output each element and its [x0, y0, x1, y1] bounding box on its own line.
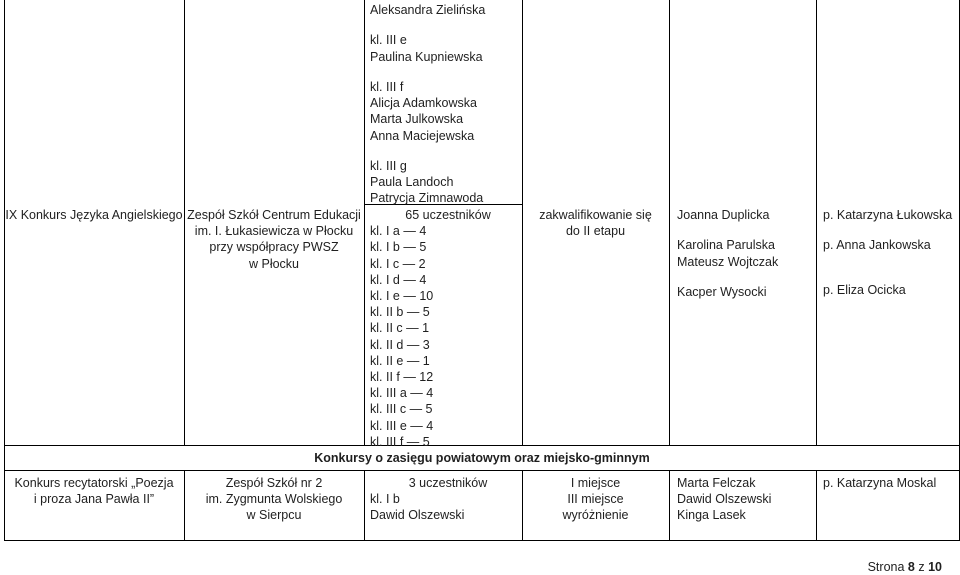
section-header: Konkursy o zasięgu powiatowym oraz miejsko-gminnym — [314, 451, 650, 465]
class-count: kl. I e — 10 — [370, 289, 434, 304]
page-total: 10 — [928, 560, 942, 574]
student-name: Marta Felczak — [677, 476, 756, 490]
col-divider-5 — [816, 0, 817, 445]
teacher-name: p. Katarzyna Łukowska — [823, 208, 953, 222]
participant-line: Paula Landoch — [370, 175, 454, 190]
continued-participants — [370, 2, 520, 207]
class-count: kl. III c — 5 — [370, 402, 433, 417]
participant-line: kl. III e — [370, 33, 407, 48]
col2-divider-5 — [816, 470, 817, 541]
result: I miejsce III miejsce wyróżnienie — [562, 476, 629, 523]
teachers — [823, 207, 958, 298]
class-count: kl. I c — 2 — [370, 256, 426, 271]
col-divider-2 — [364, 0, 365, 445]
participant-line: Anna Maciejewska — [370, 128, 475, 143]
class-count: kl. II d — 3 — [370, 337, 430, 352]
participants-summary — [370, 475, 520, 524]
class-count: kl. II b — 5 — [370, 305, 430, 320]
participant-line: Alicja Adamkowska — [370, 96, 477, 111]
student-name: Joanna Duplicka — [677, 208, 770, 222]
class-count: kl. II e — 1 — [370, 353, 430, 368]
participant-line: Patrycja Zimnawoda — [370, 191, 484, 206]
class-count: kl. I a — 4 — [370, 224, 427, 239]
teachers — [823, 475, 958, 491]
page-footer — [868, 560, 942, 574]
participants-count: 65 uczestników — [405, 208, 491, 222]
student-name: Dawid Olszewski — [370, 508, 465, 523]
teacher-name: p. Katarzyna Moskal — [823, 476, 937, 490]
class-count: kl. I d — 4 — [370, 272, 427, 287]
teacher-name: p. Eliza Ocicka — [823, 282, 906, 297]
student-name: Karolina Parulska — [677, 238, 775, 253]
col-divider-4 — [669, 0, 670, 445]
col2-divider-4 — [669, 470, 670, 541]
page-label: Strona — [867, 560, 905, 574]
participants-count: 3 uczestników — [408, 476, 488, 490]
participant-line: Marta Julkowska — [370, 112, 464, 127]
col2-divider-2 — [364, 470, 365, 541]
participant-line: kl. III f — [370, 79, 404, 94]
class-count: kl. III a — 4 — [370, 386, 434, 401]
student-name: Dawid Olszewski — [677, 492, 772, 507]
class-count: kl. I b — 5 — [370, 240, 427, 255]
competition-name: IX Konkurs Języka Angielskiego — [5, 208, 183, 222]
table-bottom-border — [4, 540, 960, 541]
participant-line: Paulina Kupniewska — [370, 49, 483, 64]
teacher-name: p. Anna Jankowska — [823, 238, 931, 253]
class-count: kl. III e — 4 — [370, 418, 434, 433]
qualified-students — [677, 207, 815, 300]
student-name: Mateusz Wojtczak — [677, 254, 779, 269]
awarded-students — [677, 475, 815, 524]
class-count: kl. II c — 1 — [370, 321, 430, 336]
class-count: kl. II f — 12 — [370, 370, 434, 385]
participant-line: kl. III g — [370, 158, 407, 173]
student-name: Kinga Lasek — [677, 508, 746, 523]
participant-line: Aleksandra Zielińska — [370, 3, 486, 17]
student-name: Kacper Wysocki — [677, 284, 767, 299]
class-label: kl. I b — [370, 492, 400, 507]
page-separator: z — [918, 560, 925, 574]
result: zakwalifikowanie się do II etapu — [539, 208, 652, 239]
page-number: 8 — [907, 560, 915, 574]
competition-name: Konkurs recytatorski „Poezja i proza Jana Pawła II” — [14, 476, 174, 507]
organizer: Zespół Szkół Centrum Edukacji im. I. Łukasiewicza w Płocku przy współpracy PWSZ w Płocku — [187, 208, 361, 271]
organizer: Zespół Szkół nr 2 im. Zygmunta Wolskiego w Sierpcu — [205, 476, 343, 523]
participants-summary — [370, 207, 520, 450]
class-count: kl. III f — 5 — [370, 434, 430, 449]
